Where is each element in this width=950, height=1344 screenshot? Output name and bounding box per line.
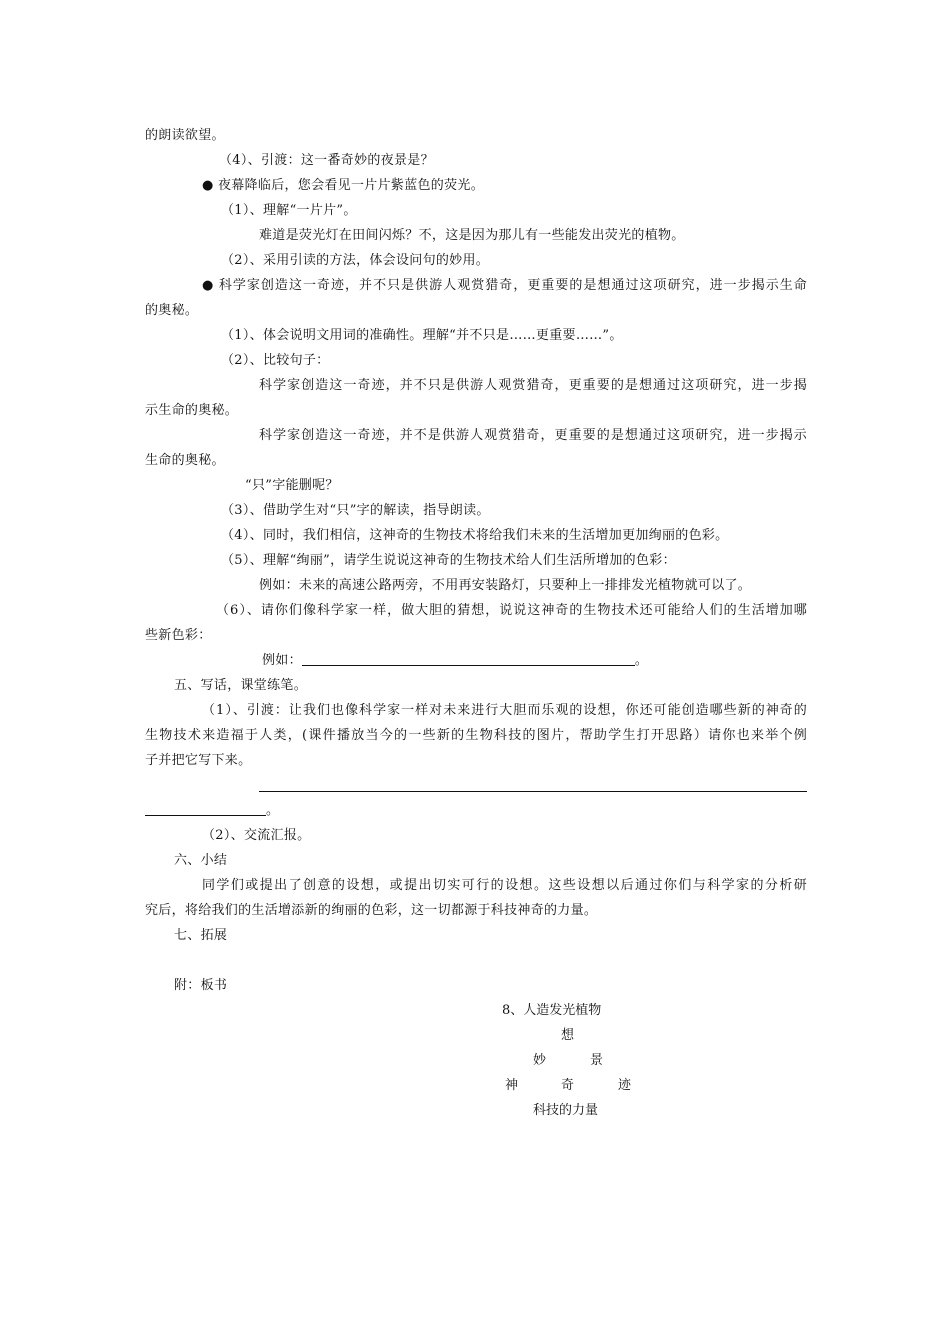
text-line: 生物技术来造福于人类，(课件播放当今的一些新的生物科技的图片，帮助学生打开思路）请你也来举个例 [145, 728, 807, 743]
board-word: 神 [505, 1078, 519, 1093]
text-line: 难道是荧光灯在田间闪烁？不，这是因为那儿有一些能发出荧光的植物。 [259, 228, 685, 243]
appendix-heading: 附：板书 [174, 978, 228, 993]
text-line: （1）、体会说明文用词的准确性。理解“并不只是……更重要……”。 [221, 328, 623, 343]
writing-blank-line[interactable] [259, 791, 807, 792]
text-line: 例如： [262, 653, 302, 668]
text-line: 子并把它写下来。 [145, 753, 252, 768]
writing-blank[interactable] [145, 801, 266, 816]
text-line: 的奥秘。 [145, 303, 199, 318]
bullet-icon: ● [202, 178, 214, 193]
board-word: 景 [590, 1053, 604, 1068]
text-line: 科学家创造这一奇迹，并不是供游人观赏猎奇，更重要的是想通过这项研究，进一步揭示 [259, 428, 807, 443]
text-line: 同学们或提出了创意的设想，或提出切实可行的设想。这些设想以后通过你们与科学家的分析研 [202, 878, 807, 893]
section-heading: 七、拓展 [174, 928, 228, 943]
text-line: 。 [634, 653, 649, 668]
section-heading: 五、写话，课堂练笔。 [174, 678, 308, 693]
text-line: （1）、引渡：让我们也像科学家一样对未来进行大胆而乐观的设想，你还可能创造哪些新的神奇的 [202, 703, 807, 718]
bullet-line [202, 274, 807, 298]
section-heading: 六、小结 [174, 853, 228, 868]
text-line: 夜幕降临后，您会看见一片片紫蓝色的荧光。 [218, 178, 485, 193]
text-line: 例如：未来的高速公路两旁，不用再安装路灯，只要种上一排排发光植物就可以了。 [259, 578, 752, 593]
text-line: 科学家创造这一奇迹，并不只是供游人观赏猎奇，更重要的是想通过这项研究，进一步揭 [259, 378, 807, 393]
text-line: 究后，将给我们的生活增添新的绚丽的色彩，这一切都源于科技神奇的力量。 [145, 903, 598, 918]
text-line: （1）、理解“一片片”。 [221, 203, 357, 218]
text-line: 些新色彩： [145, 628, 212, 643]
writing-blank-end [145, 799, 279, 823]
text-line: 的朗读欲望。 [145, 128, 225, 143]
text-line: （6）、请你们像科学家一样，做大胆的猜想，说说这神奇的生物技术还可能给人们的生活增加哪 [216, 603, 807, 618]
bullet-line [202, 174, 484, 198]
text-line: （2）、交流汇报。 [202, 828, 311, 843]
board-word: 奇 [561, 1078, 575, 1093]
board-word: 妙 [533, 1053, 547, 1068]
board-bottom: 科技的力量 [533, 1103, 599, 1118]
answer-blank[interactable] [302, 651, 635, 666]
text-line: （2）、采用引读的方法，体会设问句的妙用。 [221, 253, 490, 268]
text-line: （4）、引渡：这一番奇妙的夜景是？ [219, 153, 434, 168]
text-line: （4）、同时，我们相信，这神奇的生物技术将给我们未来的生活增加更加绚丽的色彩。 [221, 528, 729, 543]
text-line: （3）、借助学生对“只”字的解读，指导朗读。 [221, 503, 490, 518]
answer-line [262, 649, 648, 673]
bullet-icon: ● [202, 278, 214, 293]
text-line: （2）、比较句子： [221, 353, 330, 368]
text-line: 科学家创造这一奇迹，并不只是供游人观赏猎奇，更重要的是想通过这项研究，进一步揭示生命 [218, 278, 807, 293]
text-line: 生命的奥秘。 [145, 453, 225, 468]
board-title: 8、人造发光植物 [502, 1003, 602, 1018]
text-line: 。 [266, 803, 280, 818]
board-word: 迹 [618, 1078, 632, 1093]
text-line: （5）、理解“绚丽”，请学生说说这神奇的生物技术给人们生活所增加的色彩： [221, 553, 676, 568]
text-line: “只”字能删呢？ [245, 478, 339, 493]
text-line: 示生命的奥秘。 [145, 403, 239, 418]
board-word: 想 [561, 1028, 575, 1043]
